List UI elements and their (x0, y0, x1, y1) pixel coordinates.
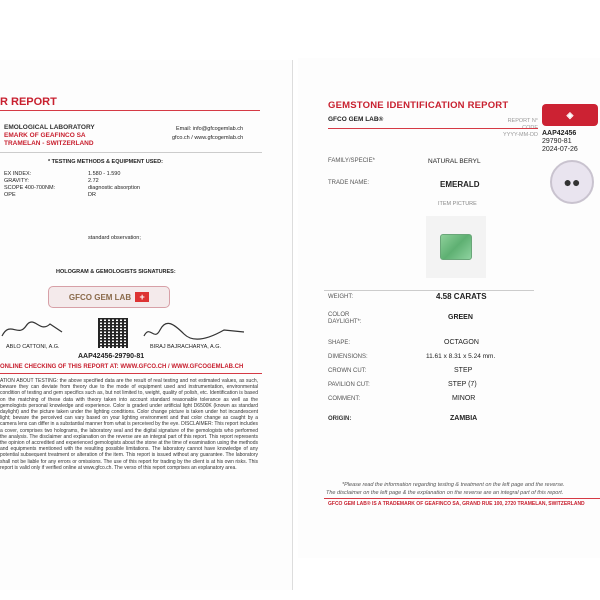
trade-name-label: TRADE NAME: (328, 180, 370, 186)
observation-note: standard observation; (88, 235, 141, 241)
online-check: ONLINE CHECKING OF THIS REPORT AT: WWW.GFCO.CH / WWW.GFCOGEMLAB.CH (0, 364, 244, 370)
report-number-value: AAP42456 (542, 130, 577, 137)
lab-email: Email: info@gfcogemlab.ch (176, 126, 244, 132)
crown-cut-value: STEP (454, 367, 473, 374)
test-label: SCOPE 400-700NM: (4, 185, 56, 191)
lab-line-2: EMARK OF GEAFINCO SA (4, 132, 86, 139)
family-label: FAMILY/SPECIE* (328, 158, 375, 164)
tests-list (4, 171, 204, 199)
detail-row (328, 292, 538, 306)
pavilion-cut-label: PAVILION CUT: (328, 382, 370, 388)
left-page (0, 60, 293, 590)
detail-row (328, 306, 538, 338)
signature-right (140, 320, 260, 344)
lab-line-1: EMOLOGICAL LABORATORY (4, 124, 95, 131)
test-value: 1.580 - 1.590 (88, 171, 121, 177)
report-field-values (542, 130, 578, 154)
item-picture-label: ITEM PICTURE (438, 201, 477, 207)
crown-cut-label: CROWN CUT: (328, 368, 367, 374)
date-value: 2024-07-26 (542, 146, 578, 153)
qr-code-icon (98, 318, 128, 348)
report-number: AAP42456-29790-81 (78, 353, 145, 360)
hologram-text: GFCO GEM LAB (68, 292, 132, 302)
lab-name: GFCO GEM LAB® (328, 116, 384, 123)
report-title: GEMSTONE IDENTIFICATION REPORT (328, 100, 509, 111)
color-label: COLOR DAYLIGHT*: (328, 312, 362, 325)
divider (0, 152, 262, 153)
signature-left (0, 318, 70, 342)
test-value: 2.72 (88, 178, 99, 184)
comment-value: MINOR (452, 395, 476, 402)
detail-row (328, 366, 538, 380)
footnote-disclaimer: The disclaimer on the left page & the explanation on the reverse are an integral part of this report. (326, 490, 564, 496)
detail-row (328, 338, 538, 352)
divider (0, 373, 262, 374)
signatory-left: ABLO CATTONI, A.G. (6, 344, 60, 350)
detail-row (328, 394, 538, 414)
test-label: GRAVITY: (4, 178, 29, 184)
test-row (4, 178, 204, 185)
dimensions-label: DIMENSIONS: (328, 354, 368, 360)
color-value: GREEN (448, 314, 473, 321)
test-row (4, 171, 204, 178)
origin-value: ZAMBIA (450, 415, 478, 422)
divider (0, 110, 260, 111)
test-row (4, 192, 204, 199)
signatory-right: BIRAJ BAJRACHARYA, A.G. (150, 344, 222, 350)
right-page (298, 58, 600, 558)
detail-row (328, 352, 538, 366)
report-number-label: REPORT N° (507, 118, 538, 124)
hologram-badge (48, 286, 170, 308)
weight-label: WEIGHT: (328, 294, 353, 300)
emblem-icon: ●● (550, 160, 594, 204)
trade-name-value: EMERALD (440, 180, 480, 189)
detail-row (328, 380, 538, 394)
emerald-gem-image (440, 234, 472, 260)
date-format-label: YYYY-MM-DD (503, 132, 538, 138)
test-row (4, 185, 204, 192)
family-value: NATURAL BERYL (428, 158, 481, 165)
divider (324, 290, 534, 291)
left-title: R REPORT (0, 96, 57, 108)
shape-label: SHAPE: (328, 340, 351, 346)
disclaimer-text: ATION ABOUT TESTING: the above specified data are the result of real testing and not estimated values, as such, beware they can deviate from theory due to the mode of equipment used and instrumentation, environmental condition of testing and gem specifics such as, but not limited to, weight, quality of polish, etc. Identification is based on the matching of these data with theory taken into account standard reasonable tolerance as well as the gemologists personal knowledge and experience. Color is graded under artificial light D6500K (known as standard daylight) and the picture taken under the lighting conditions. Color change picture is taken under hot incandescent light; beware the perceived can vary based on your lighting environment and that color change as caught by a camera lens can differ in a substantial manner from what is perceived by the eye. DISCLAIMER: This report includes a cover, comprises two holograms, the laboratory seal and the digital signature of the gemologists who performed the analysis. The disclaimer and explanation on the reverse are an integral part of this report. This report represents the opinion of accredited and experienced gemologists about the stone at the time of examination using the methods and equipments mentioned with the resulting possible limitations. The laboratory cannot have knowledge of any potential subsequent treatment or alteration of the item. This report is issued without any guarantee. The laboratory shall not be liable for any errors or omissions. The use of this report for trading by the client is at his own risks. This report is valid only if verified online at www.gfco.ch. The verso of this report comprises an explanatory area. (0, 378, 258, 471)
swiss-flag-icon: + (135, 292, 149, 302)
detail-row (328, 414, 538, 428)
footnote-info: *Please read the information regarding testing & treatment on the left page and the reverse. (342, 482, 565, 488)
test-label: EX INDEX: (4, 171, 32, 177)
code-value: 29790-81 (542, 138, 572, 145)
item-picture-frame (426, 216, 486, 278)
test-value: diagnostic absorption (88, 185, 140, 191)
weight-value: 4.58 CARATS (436, 292, 487, 301)
hologram-header: HOLOGRAM & GEMOLOGISTS SIGNATURES: (56, 269, 176, 275)
shape-value: OCTAGON (444, 339, 479, 346)
divider (324, 498, 600, 499)
pavilion-cut-value: STEP (7) (448, 381, 477, 388)
dimensions-value: 11.61 x 8.31 x 5.24 mm. (426, 353, 496, 360)
test-label: OPE (4, 192, 16, 198)
testing-header: * TESTING METHODS & EQUIPMENT USED: (48, 159, 163, 165)
details-list (328, 292, 538, 428)
lab-line-3: TRAMELAN - SWITZERLAND (4, 140, 94, 147)
origin-label: ORIGIN: (328, 416, 352, 422)
lab-website: gfco.ch / www.gfcogemlab.ch (172, 135, 244, 141)
comment-label: COMMENT: (328, 396, 360, 402)
test-value: DR (88, 192, 96, 198)
divider (328, 128, 538, 129)
lab-logo-icon: ◈ (542, 104, 598, 126)
trademark-footer: GFCO GEM LAB® IS A TRADEMARK OF GEAFINCO SA, GRAND RUE 100, 2720 TRAMELAN, SWITZERLAND (328, 501, 585, 507)
